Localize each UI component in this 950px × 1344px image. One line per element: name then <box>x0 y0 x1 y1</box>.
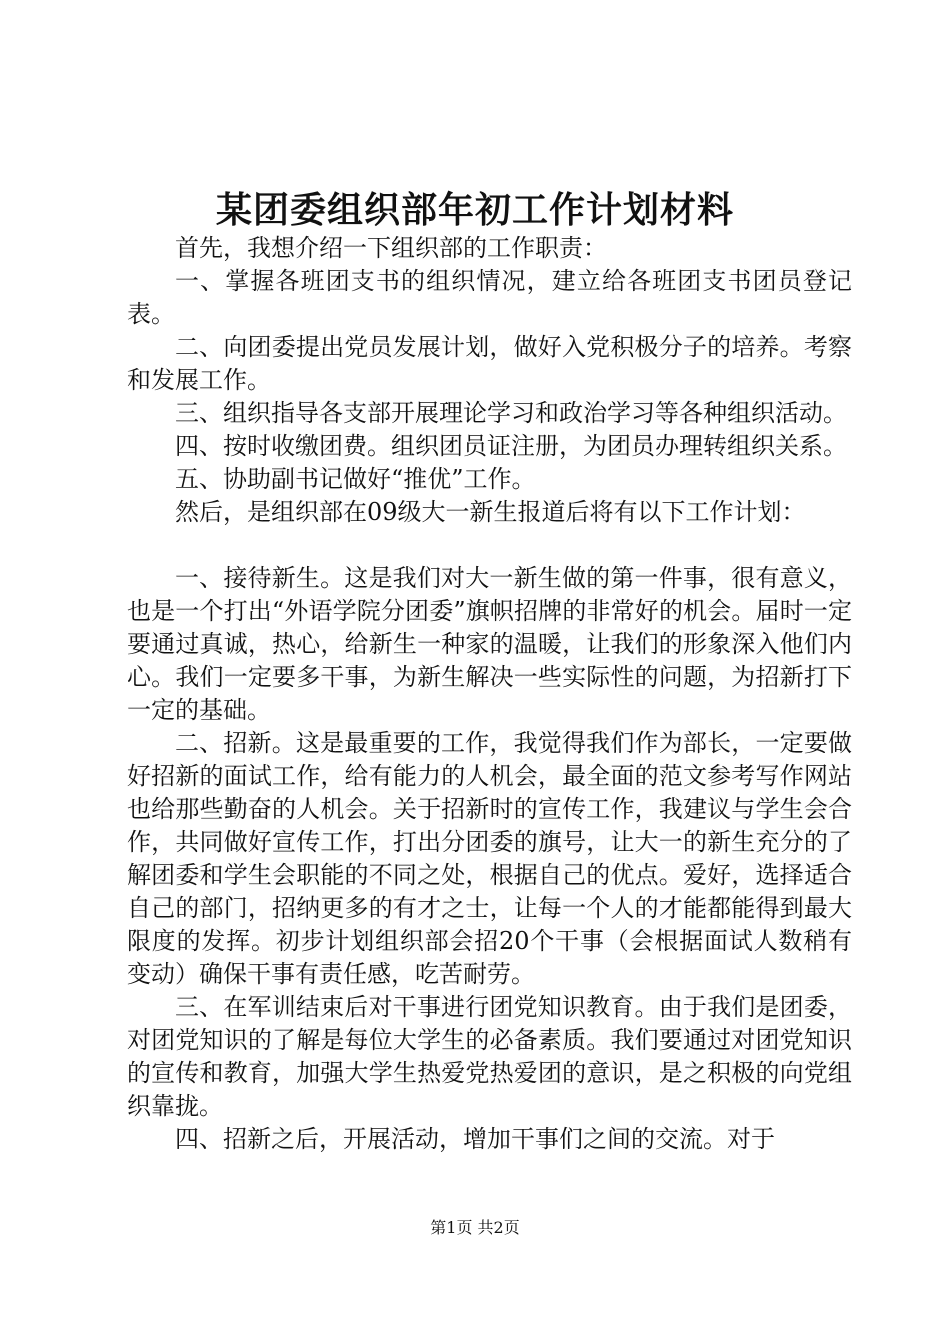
paragraph-plan-intro: 然后，是组织部在09级大一新生报道后将有以下工作计划： <box>175 498 806 526</box>
paragraph-plan-1: 一、接待新生。这是我们对大一新生做的第一件事，很有意义，也是一个打出“外语学院分团委”旗帜招牌的非常好的机会。届时一定要通过真诚，热心，给新生一种家的温暖，让我们的形象深入他们内心。我们一定要多干事，为新生解决一些实际性的问题，为招新打下一定的基础。 <box>127 564 852 724</box>
page-footer: 第1页 共2页 <box>430 1218 520 1237</box>
paragraph-intro: 首先，我想介绍一下组织部的工作职责： <box>175 234 607 262</box>
paragraph-plan-2: 二、招新。这是最重要的工作，我觉得我们作为部长，一定要做好招新的面试工作，给有能力的人机会，最全面的范文参考写作网站也给那些勤奋的人机会。关于招新时的宣传工作，我建议与学生会合作，共同做好宣传工作，打出分团委的旗号，让大一的新生充分的了解团委和学生会职能的不同之处，根据自己的优点。爱好，选择适合自己的部门，招纳更多的有才之士，让每一个人的才能都能得到最大限度的发挥。初步计划组织部会招20个干事（会根据面试人数稍有变动）确保干事有责任感，吃苦耐劳。 <box>127 729 852 988</box>
paragraph-plan-4: 四、招新之后，开展活动，增加干事们之间的交流。对于 <box>175 1125 775 1153</box>
paragraph-duty-1: 一、掌握各班团支书的组织情况，建立给各班团支书团员登记表。 <box>127 267 852 328</box>
paragraph-duty-4: 四、按时收缴团费。组织团员证注册，为团员办理转组织关系。 <box>175 432 847 460</box>
paragraph-duty-3: 三、组织指导各支部开展理论学习和政治学习等各种组织活动。 <box>175 399 847 427</box>
paragraph-spacer <box>127 529 852 562</box>
document-title: 某团委组织部年初工作计划材料 <box>215 189 734 231</box>
paragraph-duty-5: 五、协助副书记做好“推优”工作。 <box>175 465 536 493</box>
document-body <box>127 232 852 1156</box>
paragraph-duty-2: 二、向团委提出党员发展计划，做好入党积极分子的培养。考察和发展工作。 <box>127 333 852 394</box>
paragraph-plan-3: 三、在军训结束后对干事进行团党知识教育。由于我们是团委，对团党知识的了解是每位大学生的必备素质。我们要通过对团党知识的宣传和教育，加强大学生热爱党热爱团的意识，是之积极的向党组织靠拢。 <box>127 993 852 1120</box>
